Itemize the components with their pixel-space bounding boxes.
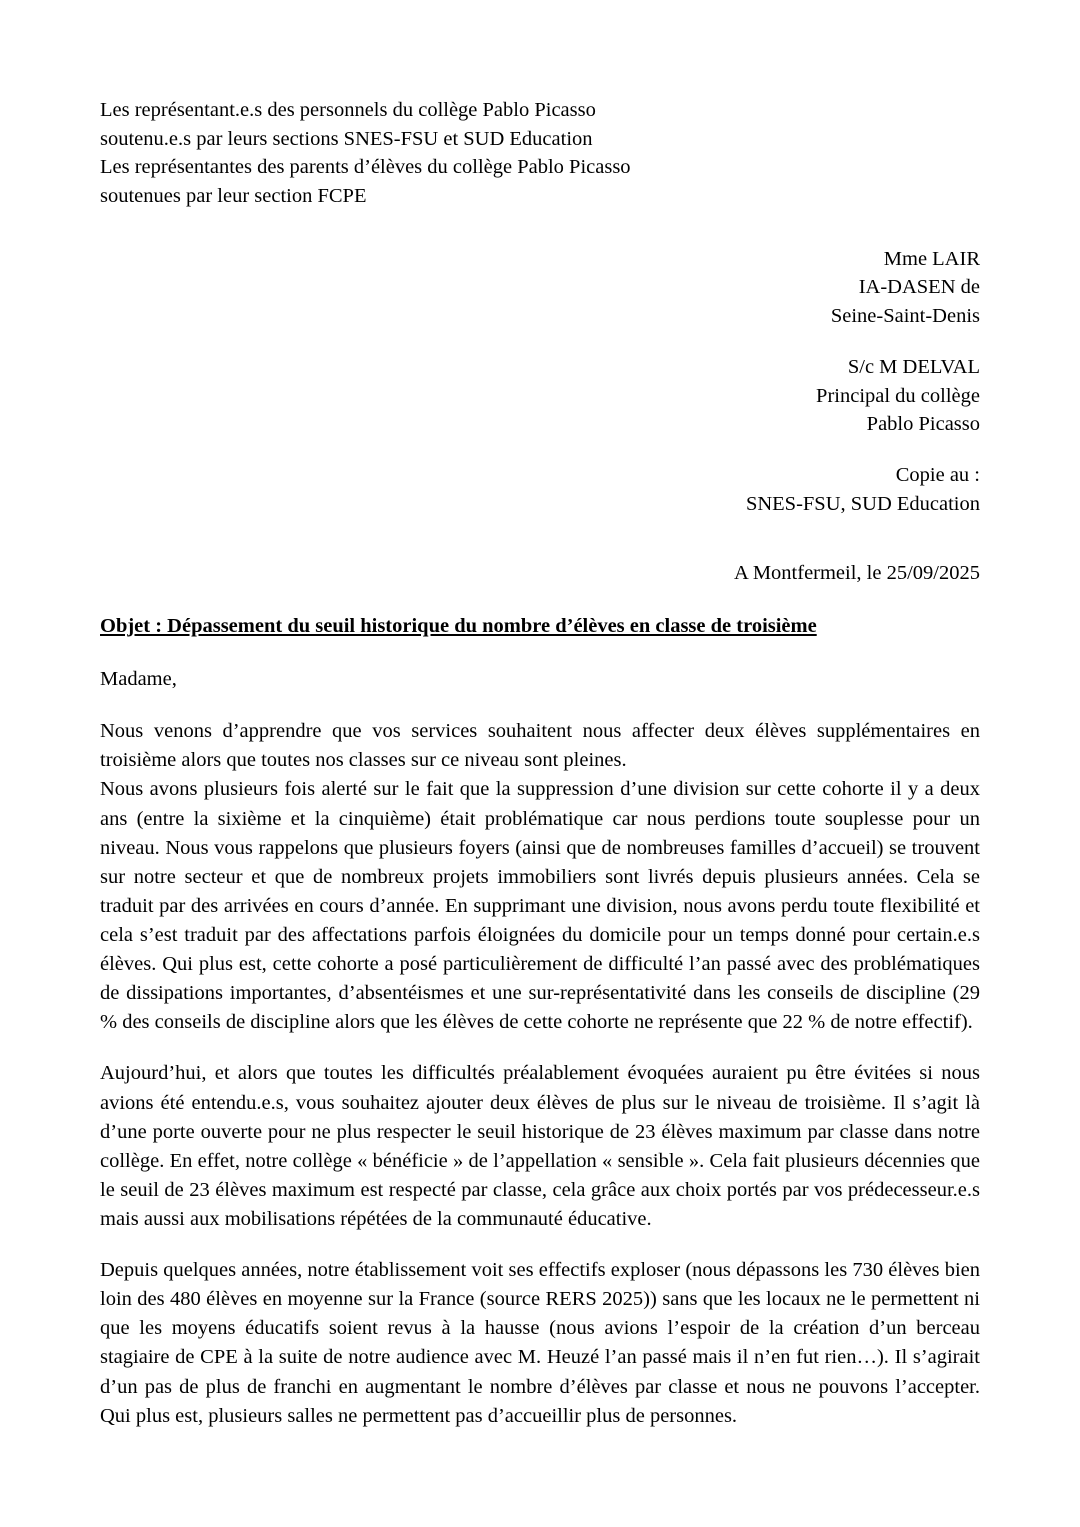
salutation: Madame, (100, 668, 177, 691)
recipient-role: IA-DASEN de (858, 276, 980, 299)
recipient-copy (100, 461, 980, 518)
place-and-date: A Montfermeil, le 25/09/2025 (734, 562, 980, 585)
via-role: Principal du collège (816, 384, 980, 407)
paragraph-2: Nous avons plusieurs fois alerté sur le fait que la suppression d’une division sur cette cohorte il y a deux ans (entre la sixième et la cinquième) était problématique car nous perdions toute souplesse pour un niveau. Nous vous rappelons que plusieurs foyers (ainsi que de nombreuses familles d’accueil) se trouvent sur notre secteur et que de nombreux projets immobiliers sont livrés depuis plusieurs années. Cela se traduit par des arrivées en cours d’année. En supprimant une division, nous avons perdu toute flexibilité et cela s’est traduit par des affectations parfois éloignées du domicile pour un temps donné pour certain.e.s élèves. Qui plus est, cette cohorte a posé particulièrement de difficulté l’an passé avec des problématiques de dissipations importantes, d’absentéismes et une sur-représentativité dans les conseils de discipline (29 % des conseils de discipline alors que les élèves de cette cohorte ne représente que 22 % de notre effectif). (100, 778, 980, 1034)
copy-label: Copie au : (895, 463, 980, 486)
recipient-name: Mme LAIR (883, 247, 980, 270)
subject-line: Objet : Dépassement du seuil historique du nombre d’élèves en classe de troisième (100, 615, 817, 638)
via-school: Pablo Picasso (866, 413, 980, 436)
sender-block (100, 96, 980, 211)
recipient-block (100, 245, 980, 519)
sender-line-2: soutenu.e.s par leurs sections SNES-FSU et SUD Education (100, 127, 593, 150)
paragraph-3: Aujourd’hui, et alors que toutes les difficultés préalablement évoquées auraient pu être évitées si nous avions été entendu.e.s, vous souhaitez ajouter deux élèves de plus sur le niveau de troisième. Il s’agit là d’une porte ouverte pour ne plus respecter le seuil historique de 23 élèves maximum par classe dans notre collège. En effet, notre collège « bénéficie » de l’appellation « sensible ». Cela fait plusieurs décennies que le seuil de 23 élèves maximum est respecté par classe, cela grâce aux choix portés par vos prédecesseur.e.s mais aussi aux mobilisations répétées de la communauté éducative. (100, 1062, 980, 1230)
paragraph-1: Nous venons d’apprendre que vos services souhaitent nous affecter deux élèves supplémentaires en troisième alors que toutes nos classes sur ce niveau sont pleines. (100, 720, 980, 772)
sender-line-3: Les représentantes des parents d’élèves du collège Pablo Picasso (100, 156, 631, 179)
sender-line-4: soutenues par leur section FCPE (100, 185, 367, 208)
recipient-via (100, 353, 980, 439)
letter-body (100, 717, 980, 1431)
sender-line-1: Les représentant.e.s des personnels du collège Pablo Picasso (100, 99, 596, 121)
recipient-primary (100, 245, 980, 331)
paragraph-4: Depuis quelques années, notre établissement voit ses effectifs exploser (nous dépassons les 730 élèves bien loin des 480 élèves en moyenne sur la France (source RERS 2025)) sans que les locaux ne le permettent ni que les moyens éducatifs soient revus à la hausse (nous avions l’espoir de la création d’un berceau stagiaire de CPE à la suite de notre audience avec M. Heuzé l’an passé mais il n’en fut rien…). Il s’agirait d’un pas de plus de franchi en augmentant le nombre d’élèves par classe et nous ne pouvons l’accepter. Qui plus est, plusieurs salles ne permettent pas d’accueillir plus de personnes. (100, 1259, 980, 1427)
via-name: S/c M DELVAL (847, 355, 980, 378)
recipient-department: Seine-Saint-Denis (830, 305, 980, 328)
copy-recipients: SNES-FSU, SUD Education (745, 492, 980, 515)
